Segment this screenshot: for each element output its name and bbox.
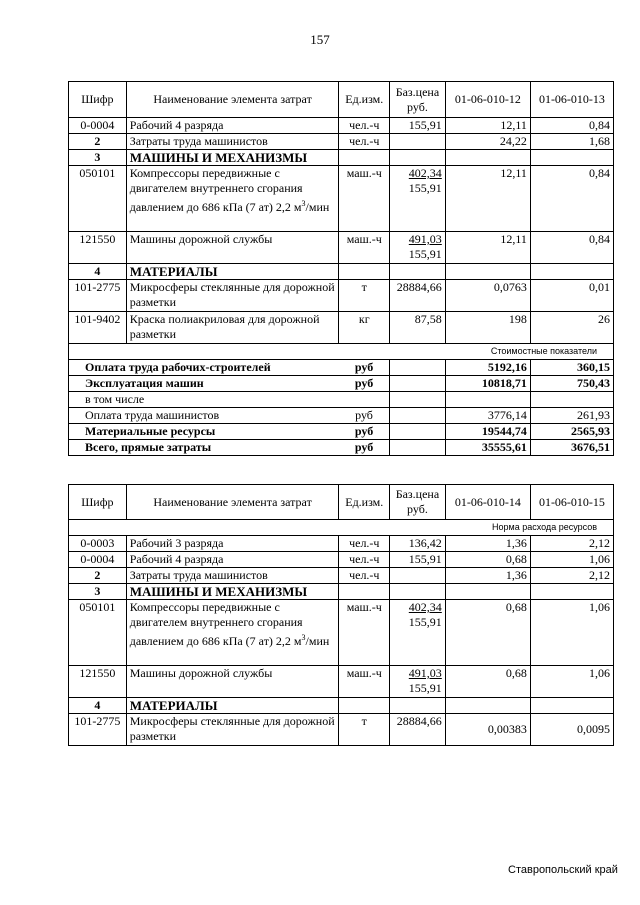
row-code: 101-2775 [69, 714, 127, 746]
summary-label: Материальные ресурсы [69, 424, 339, 440]
row-code: 050101 [69, 166, 127, 232]
row-unit: чел.-ч [339, 134, 390, 150]
row-unit: чел.-ч [339, 552, 390, 568]
summary-unit: руб [339, 424, 390, 440]
header-col-2: 01-06-010-13 [530, 82, 613, 118]
row-value-2: 1,06 [530, 552, 613, 568]
summary-unit: руб [339, 408, 390, 424]
summary-label: Эксплуатация машин [69, 376, 339, 392]
table-row [69, 134, 614, 150]
table-row [69, 600, 614, 666]
row-value-2: 26 [530, 312, 613, 344]
caption-row [69, 344, 614, 360]
row-price: 28884,66 [390, 280, 446, 312]
row-value-1: 0,0763 [445, 280, 530, 312]
summary-label: Всего, прямые затраты [69, 440, 339, 456]
row-price [390, 568, 446, 584]
row-unit: маш.-ч [339, 232, 390, 264]
row-value-2: 0,01 [530, 280, 613, 312]
row-name: Затраты труда машинистов [126, 134, 339, 150]
row-value-2: 0,84 [530, 118, 613, 134]
row-value-1: 1,36 [445, 536, 530, 552]
row-code: 121550 [69, 666, 127, 698]
row-value-1: 1,36 [445, 568, 530, 584]
row-name: Компрессоры передвижные с двигателем внутреннего сгорания давлением до 686 кПа (7 ат) 2,2 $м^3$/мин [126, 166, 339, 232]
row-price: 28884,66 [390, 714, 446, 746]
summary-row [69, 392, 614, 408]
table-row [69, 118, 614, 134]
footer-region: Ставропольский край [508, 864, 618, 876]
row-code: 101-9402 [69, 312, 127, 344]
resource-table-1 [68, 81, 614, 456]
cost-caption: Стоимостные показатели [69, 344, 614, 360]
row-unit: чел.-ч [339, 118, 390, 134]
summary-row [69, 376, 614, 392]
row-code: 0-0004 [69, 552, 127, 568]
row-name: Рабочий 3 разряда [126, 536, 339, 552]
row-unit: т [339, 280, 390, 312]
page-number: 157 [310, 32, 330, 47]
row-price: 491,03 155,91 [390, 232, 446, 264]
row-unit: маш.-ч [339, 600, 390, 666]
row-value-2: 0,84 [530, 232, 613, 264]
table-row [69, 552, 614, 568]
row-name: Затраты труда машинистов [126, 568, 339, 584]
row-code: 050101 [69, 600, 127, 666]
table-row [69, 536, 614, 552]
header-price: Баз.цена руб. [390, 485, 446, 520]
header-col-1: 01-06-010-14 [445, 485, 530, 520]
summary-value-1: 5192,16 [445, 360, 530, 376]
row-value-2: 2,12 [530, 568, 613, 584]
section-row [69, 698, 614, 714]
row-price: 402,34 155,91 [390, 166, 446, 232]
row-value-1: 0,68 [445, 552, 530, 568]
summary-value-1: 19544,74 [445, 424, 530, 440]
section-number: 3 [69, 584, 127, 600]
summary-label: Оплата труда рабочих-строителей [69, 360, 339, 376]
row-code: 101-2775 [69, 280, 127, 312]
row-price: 491,03 155,91 [390, 666, 446, 698]
row-name: Краска полиакриловая для дорожной разметки [126, 312, 339, 344]
row-name: Машины дорожной службы [126, 232, 339, 264]
row-unit: кг [339, 312, 390, 344]
row-unit: чел.-ч [339, 536, 390, 552]
section-number: 4 [69, 698, 127, 714]
header-price: Баз.цена руб. [390, 82, 446, 118]
summary-value-2: 360,15 [530, 360, 613, 376]
summary-value-1: 35555,61 [445, 440, 530, 456]
header-unit: Ед.изм. [339, 485, 390, 520]
row-value-1: 12,11 [445, 166, 530, 232]
row-value-1: 0,68 [445, 600, 530, 666]
row-value-1: 0,68 [445, 666, 530, 698]
row-price: 402,34 155,91 [390, 600, 446, 666]
table-row [69, 568, 614, 584]
summary-value-1: 10818,71 [445, 376, 530, 392]
row-price: 155,91 [390, 118, 446, 134]
row-unit: чел.-ч [339, 568, 390, 584]
header-code: Шифр [69, 82, 127, 118]
summary-unit: руб [339, 376, 390, 392]
header-col-1: 01-06-010-12 [445, 82, 530, 118]
row-code: 2 [69, 568, 127, 584]
row-value-2: 2,12 [530, 536, 613, 552]
summary-unit: руб [339, 440, 390, 456]
row-value-1: 0,00383 [445, 714, 530, 746]
row-value-2: 1,06 [530, 600, 613, 666]
norm-caption: Норма расхода ресурсов [69, 520, 614, 536]
row-price: 136,42 [390, 536, 446, 552]
row-name: Компрессоры передвижные с двигателем внутреннего сгорания давлением до 686 кПа (7 ат) 2,2 $м^3$/мин [126, 600, 339, 666]
section-title: МАШИНЫ И МЕХАНИЗМЫ [126, 584, 339, 600]
row-code: 2 [69, 134, 127, 150]
row-value-1: 12,11 [445, 118, 530, 134]
row-name: Микросферы стеклянные для дорожной разметки [126, 280, 339, 312]
caption-row [69, 520, 614, 536]
row-value-1: 198 [445, 312, 530, 344]
table-row [69, 666, 614, 698]
table-header-row [69, 485, 614, 520]
section-title: МАШИНЫ И МЕХАНИЗМЫ [126, 150, 339, 166]
row-value-2: 1,06 [530, 666, 613, 698]
row-code: 121550 [69, 232, 127, 264]
section-title: МАТЕРИАЛЫ [126, 264, 339, 280]
table-row [69, 232, 614, 264]
row-unit: маш.-ч [339, 666, 390, 698]
header-name: Наименование элемента затрат [126, 82, 339, 118]
row-value-2: 0,84 [530, 166, 613, 232]
table-header-row [69, 82, 614, 118]
row-value-2: 0,0095 [530, 714, 613, 746]
row-value-1: 24,22 [445, 134, 530, 150]
table-row [69, 166, 614, 232]
row-price: 155,91 [390, 552, 446, 568]
summary-value-2: 261,93 [530, 408, 613, 424]
row-value-2: 1,68 [530, 134, 613, 150]
header-code: Шифр [69, 485, 127, 520]
summary-value-2: 3676,51 [530, 440, 613, 456]
summary-value-2: 750,43 [530, 376, 613, 392]
row-price: 87,58 [390, 312, 446, 344]
row-unit: т [339, 714, 390, 746]
row-value-1: 12,11 [445, 232, 530, 264]
summary-unit: руб [339, 360, 390, 376]
summary-label: в том числе [69, 392, 339, 408]
table-row [69, 280, 614, 312]
section-number: 4 [69, 264, 127, 280]
table-row [69, 312, 614, 344]
section-row [69, 150, 614, 166]
row-name: Машины дорожной службы [126, 666, 339, 698]
summary-row [69, 360, 614, 376]
summary-value-1: 3776,14 [445, 408, 530, 424]
section-row [69, 584, 614, 600]
row-name: Рабочий 4 разряда [126, 552, 339, 568]
resource-table-2 [68, 484, 614, 746]
row-name: Рабочий 4 разряда [126, 118, 339, 134]
row-code: 0-0003 [69, 536, 127, 552]
summary-value-2: 2565,93 [530, 424, 613, 440]
header-col-2: 01-06-010-15 [530, 485, 613, 520]
summary-row [69, 440, 614, 456]
header-unit: Ед.изм. [339, 82, 390, 118]
summary-row [69, 424, 614, 440]
row-code: 0-0004 [69, 118, 127, 134]
section-number: 3 [69, 150, 127, 166]
section-row [69, 264, 614, 280]
row-name: Микросферы стеклянные для дорожной разметки [126, 714, 339, 746]
header-name: Наименование элемента затрат [126, 485, 339, 520]
row-price [390, 134, 446, 150]
summary-label: Оплата труда машинистов [69, 408, 339, 424]
row-unit: маш.-ч [339, 166, 390, 232]
section-title: МАТЕРИАЛЫ [126, 698, 339, 714]
table-row [69, 714, 614, 746]
summary-row [69, 408, 614, 424]
